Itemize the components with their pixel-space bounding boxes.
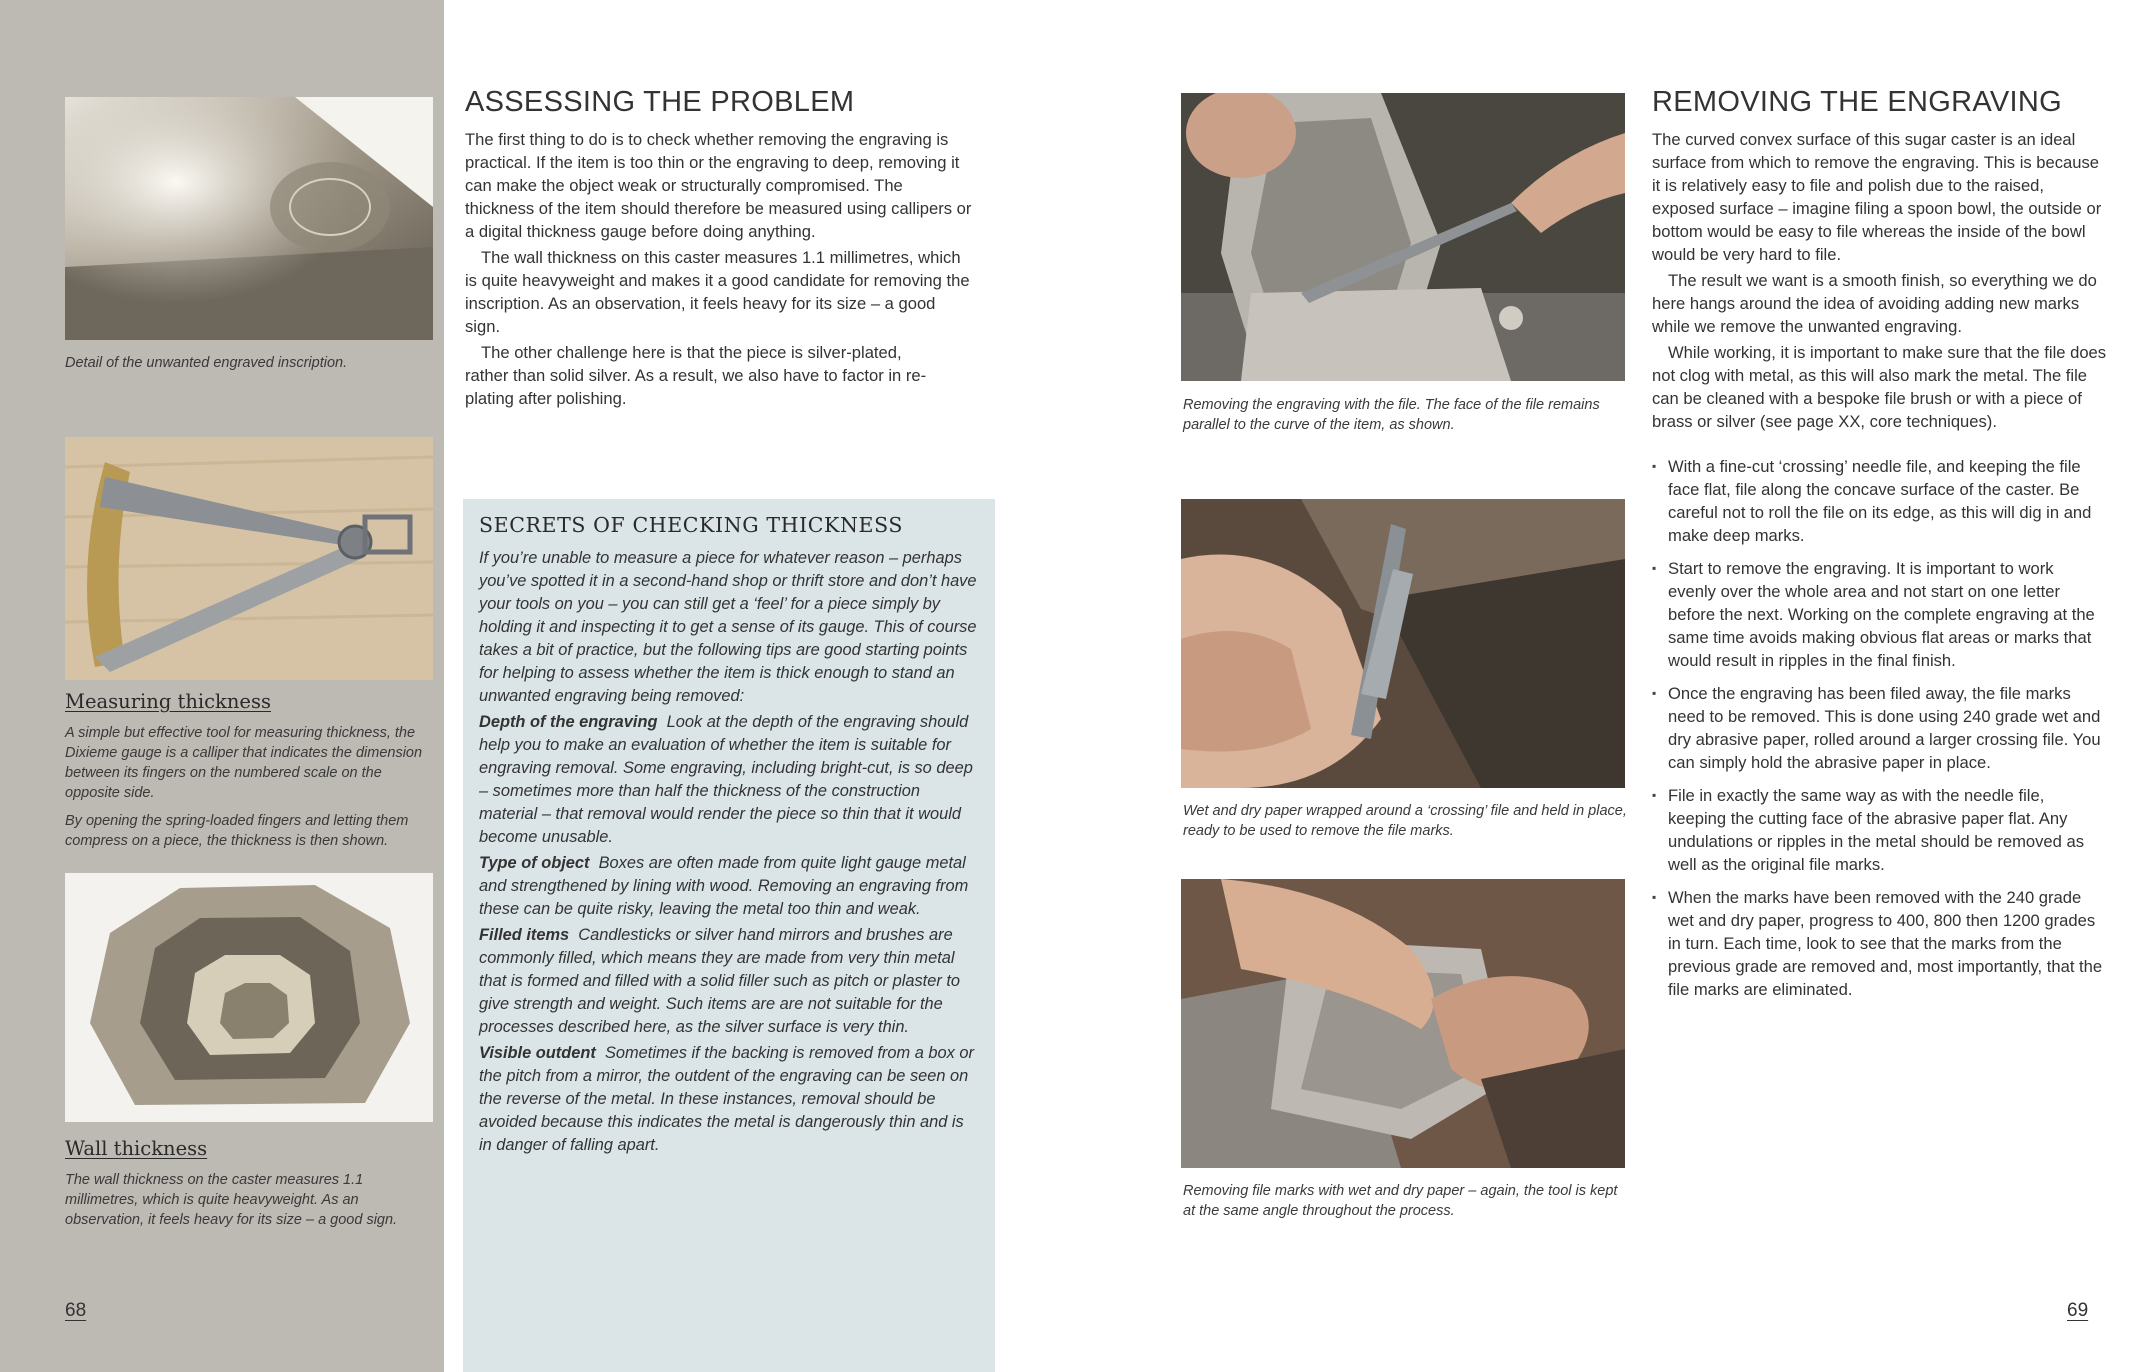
assessing-paragraph-1: The first thing to do is to check whether removing the engraving is practical. If the item is too thin or the engraving to deep, removing it can make the object weak or structurally compromised. The thickness of the item should therefore be measured using callipers or a digital thickness gauge before doing anything.	[465, 130, 972, 241]
assessing-paragraph-3: The other challenge here is that the piece is silver-plated, rather than solid silver. As a result, we also have to factor in re-plating after polishing.	[465, 343, 927, 408]
section-title-removing: REMOVING THE ENGRAVING	[1652, 86, 2062, 118]
secrets-text-filled: Candlesticks or silver hand mirrors and brushes are commonly filled, which means they are made from very thin metal that is formed and filled with a solid filler such as pitch or plaster to give strength and weight. Such items are are not suitable for the processes described here, as the silver surface is very thin.	[479, 926, 961, 1036]
photo-wet-dry-paper-file	[1181, 499, 1625, 788]
page-number-left: 68	[65, 1300, 87, 1321]
removing-body	[1652, 128, 2108, 433]
secrets-term-type: Type of object	[479, 854, 590, 872]
removing-steps-list	[1652, 455, 2104, 1011]
list-item: ▪ File in exactly the same way as with the needle file, keeping the cutting face of the abrasive paper flat. Any undulations or ripples in the metal should be removed as well as the original file marks.	[1652, 784, 2104, 876]
assessing-body	[465, 128, 975, 410]
list-item: ▪ Once the engraving has been filed away, the file marks need to be removed. This is done using 240 grade wet and dry abrasive paper, rolled around a larger crossing file. You can simply hold the abrasive paper in place.	[1652, 682, 2104, 774]
photo-caption-file-marks: Removing file marks with wet and dry paper – again, the tool is kept at the same angle throughout the process.	[1183, 1183, 1618, 1219]
secrets-item-outdent	[479, 1042, 979, 1157]
photo-caption-inscription: Detail of the unwanted engraved inscription.	[65, 355, 348, 371]
caption-gauge-line-1: A simple but effective tool for measuring thickness, the Dixieme gauge is a calliper that indicates the dimension between its fingers on the numbered scale on the opposite side.	[65, 725, 423, 801]
removing-paragraph-2: The result we want is a smooth finish, so everything we do here hangs around the idea of avoiding adding new marks while we remove the unwanted engraving.	[1652, 271, 2097, 336]
photo-caption-wall-thickness: The wall thickness on the caster measures 1.1 millimetres, which is quite heavyweight. As an observation, it feels heavy for its size – a good sign.	[65, 1172, 398, 1228]
secrets-text-type: Boxes are often made from quite light gauge metal and strengthened by lining with wood. Removing an engraving from these can be quite risky, leaving the metal too thin and weak.	[479, 854, 969, 918]
photo-caster-interior	[65, 873, 433, 1122]
removing-paragraph-3: While working, it is important to make sure that the file does not clog with metal, as this will also mark the metal. The file can be cleaned with a bespoke file brush or with a piece of brass or silver (see page XX, core techniques).	[1652, 343, 2107, 431]
photo-caption-gauge	[65, 723, 435, 859]
assessing-paragraph-2: The wall thickness on this caster measures 1.1 millimetres, which is quite heavyweight and makes it a good candidate for removing the inscription. As an observation, it feels heavy for its size – a good sign.	[465, 248, 970, 336]
page-number-right: 69	[2067, 1300, 2089, 1321]
photo-filing-engraving	[1181, 93, 1625, 381]
photo-dixieme-gauge	[65, 437, 433, 680]
list-item: ▪ When the marks have been removed with the 240 grade wet and dry paper, progress to 400, 800 then 1200 grades in turn. Each time, look to see that the marks from the previous grade are removed and, most importantly, that the file marks are eliminated.	[1652, 886, 2104, 1001]
secrets-item-type	[479, 852, 979, 921]
secrets-item-filled	[479, 924, 979, 1039]
secrets-body	[479, 547, 979, 1160]
photo-engraved-inscription	[65, 97, 433, 340]
caption-gauge-line-2: By opening the spring-loaded fingers and letting them compress on a piece, the thickness is then shown.	[65, 813, 409, 849]
list-item: ▪ Start to remove the engraving. It is important to work evenly over the whole area and not start on one letter before the next. Working on the complete engraving at the same time avoids making obvious flat areas or marks that would result in ripples in the final finish.	[1652, 557, 2104, 672]
section-title-assessing: ASSESSING THE PROBLEM	[465, 86, 855, 118]
secrets-term-filled: Filled items	[479, 926, 570, 944]
list-item: ▪ With a fine-cut ‘crossing’ needle file, and keeping the file face flat, file along the concave surface of the caster. Be careful not to roll the file on its edge, as this will dig in and make deep marks.	[1652, 455, 2104, 547]
secrets-term-outdent: Visible outdent	[479, 1044, 596, 1062]
secrets-text-depth: Look at the depth of the engraving should help you to make an evaluation of whether the item is suitable for engraving removal. Some engraving, including bright-cut, is so deep – sometimes more than half the thickness of the construction material – that removal would render the piece so thin that it would become unusable.	[479, 713, 973, 846]
photo-removing-file-marks	[1181, 879, 1625, 1168]
photo-caption-wet-dry: Wet and dry paper wrapped around a ‘crossing’ file and held in place, ready to be used to remove the file marks.	[1183, 803, 1627, 839]
removing-paragraph-1: The curved convex surface of this sugar caster is an ideal surface from which to remove the engraving. This is because it is relatively easy to file and polish due to the raised, exposed surface – imagine filing a spoon bowl, the outside or bottom would be easy to file whereas the inside of the bowl would be very hard to file.	[1652, 130, 2102, 264]
photo-caption-filing: Removing the engraving with the file. The face of the file remains parallel to the curve of the item, as shown.	[1183, 397, 1600, 433]
secrets-title: SECRETS OF CHECKING THICKNESS	[479, 513, 904, 537]
secrets-text-outdent: Sometimes if the backing is removed from a box or the pitch from a mirror, the outdent of the engraving can be seen on the reverse of the metal. In these instances, removal should be avoided because this indicates the metal is dangerously thin and is in danger of falling apart.	[479, 1044, 974, 1154]
secrets-info-box	[463, 499, 995, 1372]
caption-heading-wall-thickness: Wall thickness	[65, 1137, 208, 1160]
secrets-intro: If you’re unable to measure a piece for whatever reason – perhaps you’ve spotted it in a second-hand shop or thrift store and don’t have your tools on you – you can still get a ‘feel’ for a piece simply by holding it and inspecting it to get a sense of its gauge. This of course takes a bit of practice, but the following tips are good starting points for helping to assess whether the item is thick enough to stand an unwanted engraving being removed:	[479, 549, 977, 705]
caption-heading-measuring-thickness: Measuring thickness	[65, 690, 271, 713]
secrets-item-depth	[479, 711, 979, 849]
secrets-term-depth: Depth of the engraving	[479, 713, 658, 731]
